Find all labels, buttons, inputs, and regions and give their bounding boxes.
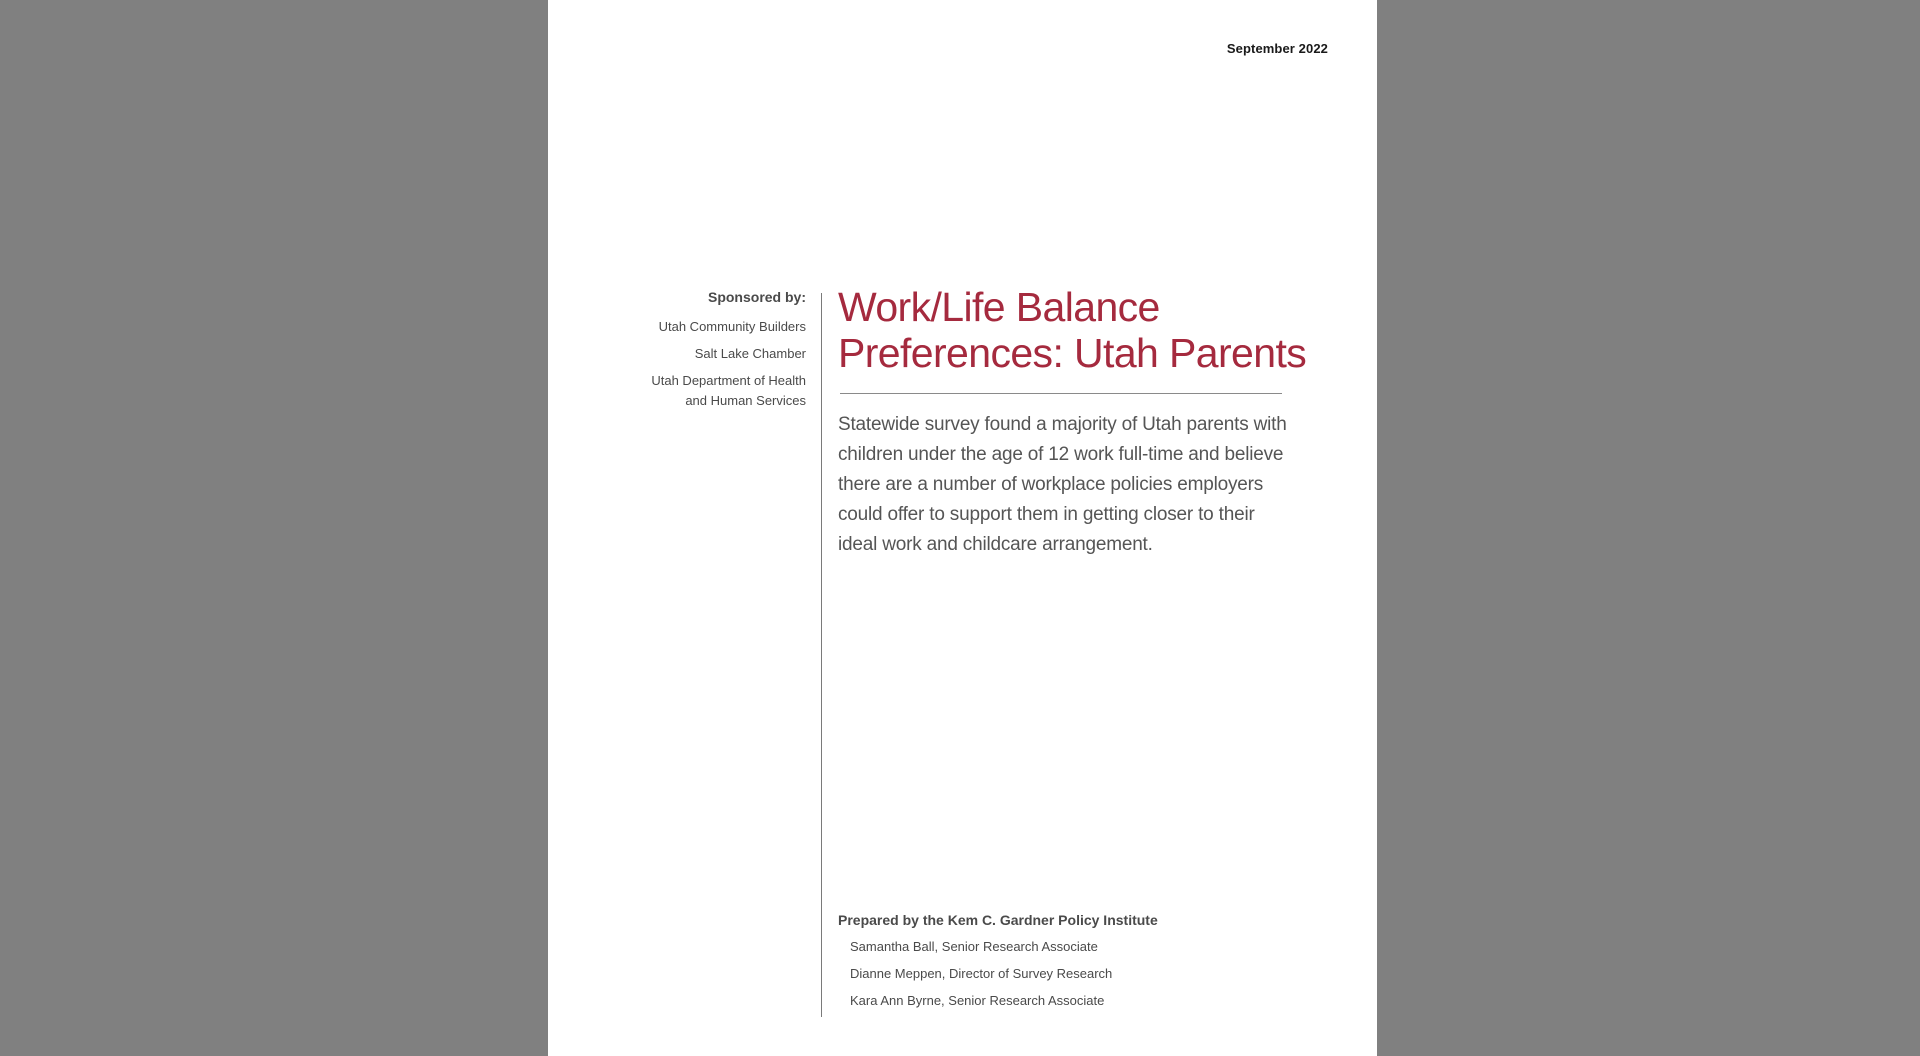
prepared-by-heading: Prepared by the Kem C. Gardner Policy Institute	[838, 912, 1158, 928]
sponsors-heading: Sponsored by:	[707, 289, 806, 305]
title-line-1: Work/Life Balance	[838, 284, 1160, 330]
author-item: Samantha Ball, Senior Research Associate	[850, 939, 1098, 954]
publication-date: September 2022	[1226, 41, 1328, 56]
author-item: Kara Ann Byrne, Senior Research Associate	[850, 993, 1105, 1008]
prepared-by-block	[838, 910, 1298, 1018]
sponsor-item-line: and Human Services	[685, 393, 806, 408]
sponsors-block	[548, 288, 806, 418]
report-title	[838, 284, 1318, 376]
sponsor-item-line: Utah Department of Health	[651, 373, 806, 388]
sponsor-item: Salt Lake Chamber	[694, 346, 806, 361]
sponsor-item: Utah Community Builders	[658, 319, 806, 334]
sponsor-item	[548, 371, 806, 411]
report-summary: Statewide survey found a majority of Utah parents with children under the age of 12 work full-time and believe there are a number of workplace policies employers could offer to support them in getting closer to their ideal work and childcare arrangement.	[838, 414, 1287, 555]
title-line-2: Preferences: Utah Parents	[838, 330, 1307, 376]
title-divider	[840, 393, 1282, 394]
vertical-divider	[821, 293, 822, 1017]
author-item: Dianne Meppen, Director of Survey Research	[850, 966, 1113, 981]
report-cover-page	[548, 0, 1377, 1056]
